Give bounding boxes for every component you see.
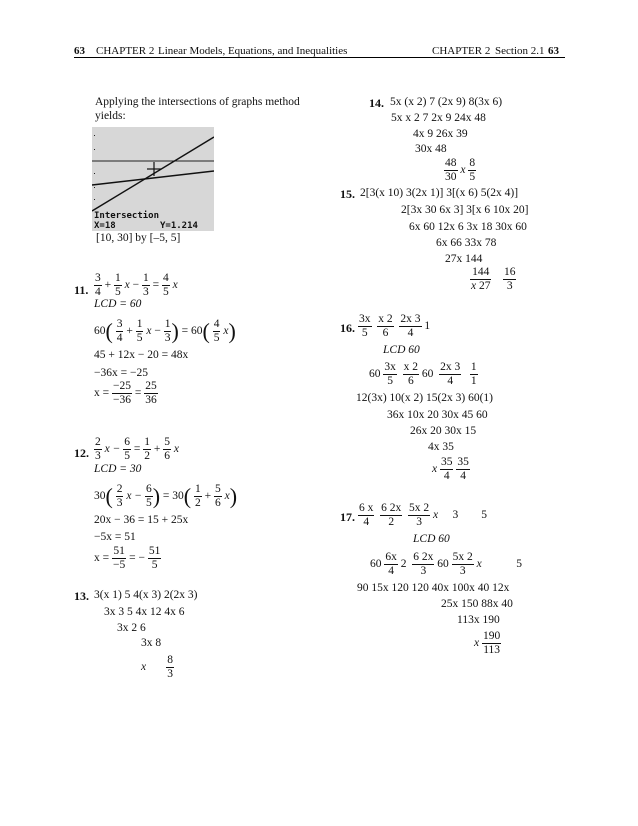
problem-16-equation: $\frac{3x}{5}$ $\frac{x 2}{6}$ $\frac{2x 3}{4}$ 1	[359, 313, 431, 339]
problem-11-line-4: −36x = −25	[94, 367, 148, 379]
problem-12-number: 12.	[74, 446, 89, 460]
problem-16-line-6: 26x 20 30x 15	[410, 425, 477, 437]
problem-15-line-2: 2[3x 30 6x 3] 3[x 6 10x 20]	[401, 204, 529, 216]
header-rule	[74, 57, 565, 58]
problem-16-line-3: 60 $\frac{3x}{5}$ $\frac{x 2}{6}$ 60 $\frac{2x 3}{4}$ $\frac{1}{1}$	[369, 361, 477, 387]
problem-12-line-2: 30( $\frac{2}{3}$ x − $\frac{6}{5}$ ) = 30( $\frac{1}{2}$ + $\frac{5}{6}$ x)	[94, 483, 238, 509]
intro-line-1: Applying the intersections of graphs method	[95, 96, 300, 108]
problem-11-number: 11.	[74, 283, 89, 297]
problem-13-number: 13.	[74, 589, 89, 603]
problem-15-number: 15.	[340, 187, 355, 201]
problem-14-line-2: 5x x 2 7 2x 9 24x 48	[391, 112, 486, 124]
problem-11-line-3: 45 + 12x − 20 = 48x	[94, 349, 189, 361]
problem-17-number: 17.	[340, 510, 355, 524]
calculator-screen	[92, 127, 214, 231]
problem-16-line-7: 4x 35	[428, 441, 454, 453]
problem-15-line-3: 6x 60 12x 6 3x 18 30x 60	[409, 221, 527, 233]
section-label: Section 2.1	[495, 45, 545, 57]
calc-label: Intersection	[94, 211, 160, 221]
problem-12-equation: $\frac{2}{3}$ x − $\frac{6}{5}$ = $\frac{1}{2}$ + $\frac{5}{6}$ x	[95, 436, 179, 462]
problem-13-line-5: x $\frac{8}{3}$	[141, 654, 173, 680]
window-range: [10, 30] by [–5, 5]	[96, 232, 181, 244]
problem-13-line-2: 3x 3 5 4x 12 4x 6	[104, 606, 185, 618]
problem-17-line-3: 60 $\frac{6x}{4}$ 2 $\frac{6 2x}{3}$ 60 $\frac{5x 2}{3}$ x 5	[370, 551, 522, 577]
problem-16-number: 16.	[340, 321, 355, 335]
problem-11-line-5: x = $\frac{-25}{-36}$ = $\frac{25}{36}$	[94, 380, 157, 406]
problem-13-line-3: 3x 2 6	[117, 622, 146, 634]
problem-14-line-4: 30x 48	[415, 143, 447, 155]
problem-16-line-8: x $\frac{35}{4}$ $\frac{35}{4}$	[432, 456, 469, 482]
graph-line-rising	[92, 137, 214, 211]
problem-17-line-5: 25x 150 88x 40	[441, 598, 513, 610]
chapter-title: Linear Models, Equations, and Inequalities	[158, 45, 348, 57]
calc-yval: Y=1.214	[160, 221, 198, 231]
graph-line-flat	[92, 171, 214, 185]
problem-16-lcd: LCD 60	[383, 344, 420, 356]
page-number-right: 63	[548, 45, 559, 57]
intersection-cursor	[147, 162, 161, 176]
problem-15-line-4: 6x 66 33x 78	[436, 237, 497, 249]
intro-line-2: yields:	[95, 110, 126, 122]
problem-13-line-4: 3x 8	[141, 637, 162, 649]
problem-12-line-4: −5x = 51	[94, 531, 136, 543]
problem-17-line-7: x $\frac{190}{113}$	[474, 630, 501, 656]
problem-15-line-6: $\frac{144}{x 27}$ $\frac{16}{3}$	[471, 266, 516, 292]
problem-12-line-3: 20x − 36 = 15 + 25x	[94, 514, 189, 526]
problem-11-lcd: LCD = 60	[94, 298, 142, 310]
chapter-label-left: CHAPTER 2	[96, 45, 155, 57]
problem-15-line-1: 2[3(x 10) 3(2x 1)] 3[(x 6) 5(2x 4)]	[360, 187, 519, 199]
problem-12-line-5: x = $\frac{51}{-5}$ = − $\frac{51}{5}$	[94, 545, 161, 571]
problem-12-lcd: LCD = 30	[94, 463, 142, 475]
problem-17-line-6: 113x 190	[457, 614, 500, 626]
problem-17-line-4: 90 15x 120 120 40x 100x 40 12x	[357, 582, 510, 594]
calc-xval: X=18	[94, 221, 116, 231]
problem-16-line-4: 12(3x) 10(x 2) 15(2x 3) 60(1)	[356, 392, 494, 404]
problem-14-number: 14.	[369, 96, 384, 110]
problem-17-equation: $\frac{6 x}{4}$ $\frac{6 2x}{2}$ $\frac{5x 2}{3}$ x 3 5	[359, 502, 487, 528]
chapter-label-right: CHAPTER 2	[432, 45, 491, 57]
page-number-left: 63	[74, 45, 85, 57]
problem-14-line-3: 4x 9 26x 39	[413, 128, 468, 140]
problem-14-line-1: 5x (x 2) 7 (2x 9) 8(3x 6)	[390, 96, 503, 108]
problem-17-lcd: LCD 60	[413, 533, 450, 545]
problem-14-line-5: $\frac{48}{30}$ x $\frac{8}{5}$	[445, 157, 476, 183]
problem-11-equation: $\frac{3}{4}$ + $\frac{1}{5}$ x − $\frac{1}{3}$ = $\frac{4}{5}$ x	[95, 272, 178, 298]
problem-11-line-2: 60( $\frac{3}{4}$ + $\frac{1}{5}$ x − $\frac{1}{3}$ ) = 60( $\frac{4}{5}$ x)	[94, 318, 236, 344]
problem-15-line-5: 27x 144	[445, 253, 483, 265]
problem-16-line-5: 36x 10x 20 30x 45 60	[387, 409, 488, 421]
problem-13-line-1: 3(x 1) 5 4(x 3) 2(2x 3)	[94, 589, 198, 601]
